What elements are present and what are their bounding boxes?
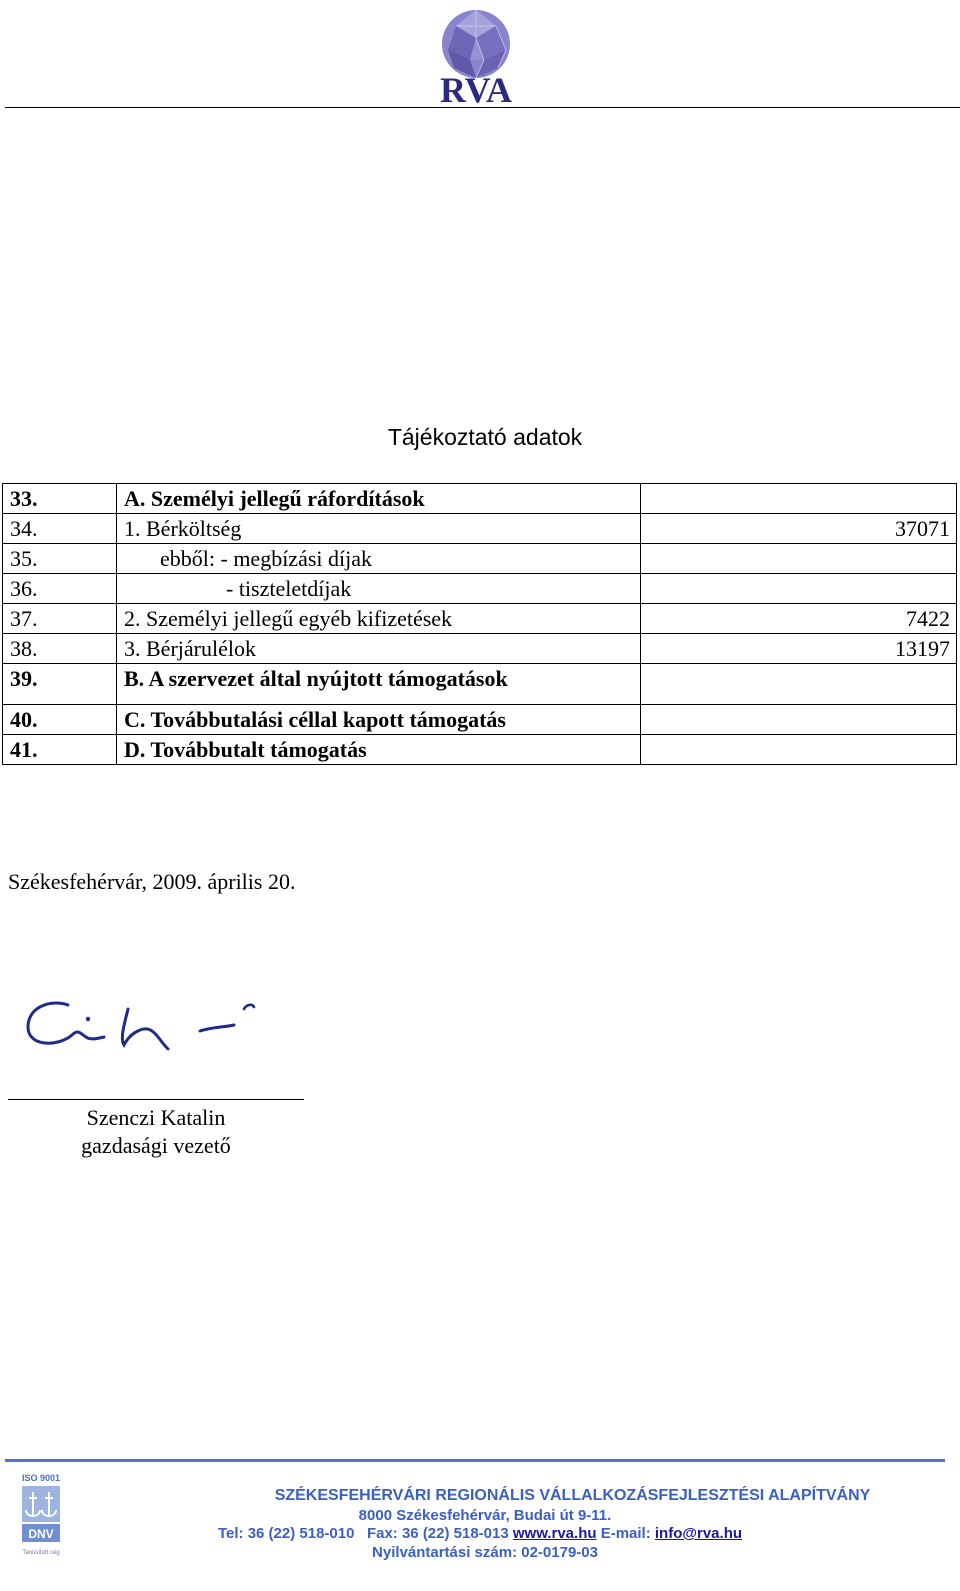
- row-label-text: 1. Bérköltség: [124, 516, 242, 541]
- row-label-text: 2. Személyi jellegű egyéb kifizetések: [124, 606, 453, 631]
- row-number-text: 37.: [10, 606, 38, 631]
- row-value: [641, 705, 957, 735]
- row-number-text: 34.: [10, 516, 38, 541]
- row-number-text: 38.: [10, 636, 38, 661]
- row-value: [641, 514, 957, 544]
- row-number: [3, 574, 117, 604]
- row-number-text: 36.: [10, 576, 38, 601]
- row-label: [117, 705, 641, 735]
- row-label: [117, 664, 641, 705]
- row-number-text: 39.: [10, 666, 38, 691]
- signature-line: [8, 1099, 304, 1100]
- section-title: Tájékoztató adatok: [387, 424, 583, 450]
- table-row: [3, 735, 957, 765]
- table-row: [3, 705, 957, 735]
- row-number: [3, 604, 117, 634]
- row-value: [641, 634, 957, 664]
- footer-address: 8000 Székesfehérvár, Budai út 9-11.: [358, 1507, 612, 1524]
- row-number-text: 41.: [10, 737, 38, 762]
- row-label: [117, 514, 641, 544]
- row-number: [3, 514, 117, 544]
- row-value: [641, 544, 957, 574]
- footer-email-link[interactable]: info@rva.hu: [654, 1525, 743, 1542]
- row-label: [117, 544, 641, 574]
- row-number-text: 35.: [10, 546, 38, 571]
- iso-caption: Tanúsított cég: [22, 1550, 60, 1556]
- row-label: [117, 604, 641, 634]
- footer-registry: Nyilvántartási szám: 02-0179-03: [372, 1544, 598, 1561]
- signature-image: [20, 995, 260, 1060]
- row-label-text: A. Személyi jellegű ráfordítások: [124, 486, 425, 511]
- row-label-text: 3. Bérjárulélok: [124, 636, 256, 661]
- row-value: [641, 604, 957, 634]
- row-value: [641, 574, 957, 604]
- crystal-sphere-icon: [442, 10, 510, 78]
- row-value-text: 13197: [895, 636, 950, 661]
- place-date: Székesfehérvár, 2009. április 20.: [8, 869, 296, 894]
- row-label-text: - tiszteletdíjak: [226, 576, 352, 601]
- iso-label: ISO 9001: [21, 1473, 61, 1483]
- row-label: [117, 634, 641, 664]
- table-row: [3, 514, 957, 544]
- footer-website-link[interactable]: www.rva.hu: [512, 1525, 597, 1542]
- row-label: [117, 735, 641, 765]
- row-number: [3, 484, 117, 514]
- table-row: [3, 634, 957, 664]
- row-value: [641, 664, 957, 705]
- row-label: [117, 484, 641, 514]
- footer-phone: Tel: 36 (22) 518-010: [217, 1525, 355, 1542]
- row-label: [117, 574, 641, 604]
- row-number: [3, 705, 117, 735]
- footer-contact: [150, 1525, 810, 1542]
- row-label-text: ebből: - megbízási díjak: [160, 546, 372, 571]
- row-value-text: 7422: [906, 606, 950, 631]
- rva-logo: [440, 4, 520, 106]
- row-number-text: 40.: [10, 707, 38, 732]
- info-table-body: [3, 484, 957, 765]
- row-number-text: 33.: [10, 486, 38, 511]
- row-label-text: D. Továbbutalt támogatás: [124, 737, 367, 762]
- row-number: [3, 735, 117, 765]
- row-label-text: B. A szervezet által nyújtott támogatások: [124, 666, 508, 691]
- table-row: [3, 574, 957, 604]
- signer-name: Szenczi Katalin: [86, 1105, 226, 1130]
- header-rule: [5, 107, 960, 108]
- table-row: [3, 604, 957, 634]
- table-row: [3, 484, 957, 514]
- row-label-text: C. Továbbutalási céllal kapott támogatás: [124, 707, 506, 732]
- iso-mark: DNV: [28, 1527, 54, 1541]
- footer-rule: [5, 1459, 945, 1462]
- row-value: [641, 484, 957, 514]
- info-table: [2, 483, 957, 765]
- row-number: [3, 664, 117, 705]
- iso-certification-badge: [18, 1472, 64, 1558]
- footer-email-label: E-mail:: [600, 1525, 651, 1542]
- footer-org-name: SZÉKESFEHÉRVÁRI REGIONÁLIS VÁLLALKOZÁSFEJLESZTÉSI ALAPÍTVÁNY: [274, 1487, 871, 1504]
- logo-text: RVA: [440, 70, 513, 106]
- signer-role: gazdasági vezető: [81, 1133, 231, 1158]
- row-number: [3, 544, 117, 574]
- footer-fax: Fax: 36 (22) 518-013: [366, 1525, 509, 1542]
- table-row: [3, 664, 957, 705]
- table-row: [3, 544, 957, 574]
- row-value: [641, 735, 957, 765]
- row-number: [3, 634, 117, 664]
- row-value-text: 37071: [895, 516, 950, 541]
